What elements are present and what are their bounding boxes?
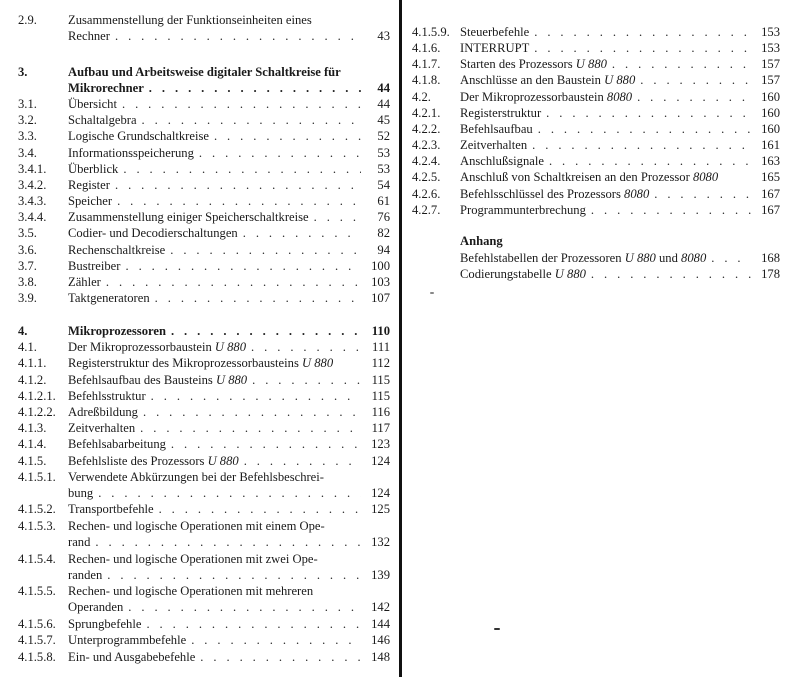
dot-leader: [115, 177, 361, 193]
section-title: Ein- und Ausgabebefehle: [68, 650, 196, 664]
dot-leader: [591, 202, 751, 218]
section-title: rand: [68, 535, 91, 550]
toc-entry: [0, 258, 390, 274]
section-title: Rechen- und logische Operationen mit mehreren: [68, 584, 314, 598]
section-title: Speicher: [68, 194, 113, 208]
section-title: Befehlstabellen der Prozessoren U 880 und 8080: [460, 251, 707, 265]
toc-entry: [0, 177, 390, 193]
dot-leader: [654, 186, 751, 202]
section-title: INTERRUPT: [460, 41, 530, 55]
section-number: 3.4.3.: [18, 194, 47, 208]
section-number: 4.1.5.3.: [18, 519, 56, 533]
toc-entry: [0, 583, 390, 616]
page-number: 142: [371, 600, 390, 615]
dot-leader: [128, 599, 361, 615]
section-number: 4.: [18, 324, 28, 338]
section-title: Anschlüsse an den Baustein U 880: [460, 73, 636, 87]
page-number: 52: [377, 129, 390, 143]
section-number: 4.2.1.: [412, 106, 441, 120]
section-title: Taktgeneratoren: [68, 291, 150, 305]
toc-entry: [408, 105, 780, 121]
section-number: 4.2.4.: [412, 154, 441, 168]
toc-entry: [408, 89, 780, 105]
toc-entry: [408, 40, 780, 56]
section-number: 4.1.5.2.: [18, 502, 56, 516]
dot-leader: [532, 137, 751, 153]
page-number: 44: [377, 81, 390, 96]
dot-leader: [107, 567, 361, 583]
toc-entry: [0, 372, 390, 388]
section-title: Befehlsabarbeitung: [68, 437, 166, 451]
section-number: 3.: [18, 65, 28, 79]
dot-leader: [538, 121, 751, 137]
toc-entry: [408, 24, 780, 40]
dot-leader: [549, 153, 751, 169]
dot-leader: [534, 24, 751, 40]
page-gutter-divider: [399, 0, 402, 677]
section-title: Informationsspeicherung: [68, 146, 194, 160]
dot-leader: [155, 290, 361, 306]
dot-leader: [243, 225, 361, 241]
dot-leader: [546, 105, 751, 121]
section-title: Adreßbildung: [68, 405, 138, 419]
section-number: 3.6.: [18, 243, 37, 257]
page-number: 94: [377, 243, 390, 257]
section-title: Registerstruktur: [460, 106, 542, 120]
toc-entry: [0, 128, 390, 144]
dot-leader: [106, 274, 361, 290]
toc-entry: [0, 209, 390, 225]
section-number: 4.1.8.: [412, 73, 441, 87]
page-number: 112: [371, 356, 390, 370]
section-title: Befehlsschlüssel des Prozessors 8080: [460, 187, 650, 201]
dot-leader: [251, 339, 361, 355]
section-title: Operanden: [68, 600, 124, 615]
page-number: 107: [371, 291, 390, 305]
page-number: 165: [761, 170, 780, 184]
toc-entry: [0, 112, 390, 128]
toc-entry: [0, 225, 390, 241]
dot-leader: [140, 420, 361, 436]
toc-entry: [0, 388, 390, 404]
section-number: 3.2.: [18, 113, 37, 127]
section-number: 4.1.5.5.: [18, 584, 56, 598]
dot-leader: [191, 632, 361, 648]
scan-speck: [494, 628, 500, 630]
page-number: 115: [371, 389, 390, 403]
dot-leader: [122, 96, 361, 112]
toc-entry: [408, 137, 780, 153]
section-title: Der Mikroprozessorbaustein U 880: [68, 340, 247, 354]
section-number: 4.1.4.: [18, 437, 47, 451]
section-title: Sprungbefehle: [68, 617, 142, 631]
section-title: Registerstruktur des Mikroprozessorbausteins U 880: [68, 356, 334, 370]
section-title: Rechenschaltkreise: [68, 243, 166, 257]
page-number: 124: [371, 486, 390, 501]
section-number: 4.1.2.1.: [18, 389, 56, 403]
page-number: 139: [371, 568, 390, 583]
page-number: 115: [371, 373, 390, 387]
section-number: 4.2.2.: [412, 122, 441, 136]
section-number: 4.1.5.4.: [18, 552, 56, 566]
section-title: Mikroprozessoren: [68, 324, 166, 338]
section-title: Schaltalgebra: [68, 113, 137, 127]
dot-leader: [252, 372, 361, 388]
dot-leader: [612, 56, 751, 72]
section-number: 2.9.: [18, 13, 37, 27]
toc-entry: [0, 145, 390, 161]
section-number: 3.4.: [18, 146, 37, 160]
section-title: Verwendete Abkürzungen bei der Befehlsbeschrei-: [68, 470, 324, 484]
toc-entry: [408, 250, 780, 266]
dot-leader: [159, 501, 361, 517]
dot-leader: [142, 112, 361, 128]
page-number: 167: [761, 203, 780, 217]
section-title: Register: [68, 178, 110, 192]
section-title: Zähler: [68, 275, 101, 289]
toc-entry: [0, 193, 390, 209]
dot-leader: [123, 161, 361, 177]
toc-entry: [0, 96, 390, 112]
page-number: 76: [377, 210, 390, 224]
section-number: 4.2.7.: [412, 203, 441, 217]
section-number: 4.2.5.: [412, 170, 441, 184]
page-number: 61: [377, 194, 390, 208]
dot-leader: [98, 485, 361, 501]
toc-entry: [408, 186, 780, 202]
page-number: 53: [377, 146, 390, 160]
page-number: 124: [371, 454, 390, 468]
page-number: 116: [371, 405, 390, 419]
toc-entry: [0, 420, 390, 436]
page-number: 148: [371, 650, 390, 664]
toc-entry: [0, 501, 390, 517]
dot-leader: [214, 128, 361, 144]
section-number: 3.7.: [18, 259, 37, 273]
toc-entry: [0, 323, 390, 339]
page-number: 125: [371, 502, 390, 516]
section-title: Zeitverhalten: [460, 138, 528, 152]
dot-leader: [95, 534, 361, 550]
section-title: Befehlsaufbau: [460, 122, 533, 136]
page-number: 117: [371, 421, 390, 435]
page-number: 153: [761, 25, 780, 39]
section-title: Codier- und Decodierschaltungen: [68, 226, 238, 240]
page-number: 153: [761, 41, 780, 55]
section-number: 4.1.5.: [18, 454, 47, 468]
toc-entry: [0, 632, 390, 648]
section-title: Anschluß von Schaltkreisen an den Prozessor 8080: [460, 170, 719, 184]
dot-leader: [143, 404, 361, 420]
toc-entry: [408, 153, 780, 169]
section-title: Starten des Prozessors U 880: [460, 57, 607, 71]
toc-entry: [0, 453, 390, 469]
section-number: 4.1.1.: [18, 356, 47, 370]
section-number: 4.1.5.8.: [18, 650, 56, 664]
section-title: Überblick: [68, 162, 119, 176]
section-number: 3.4.1.: [18, 162, 47, 176]
dot-leader: [146, 616, 361, 632]
toc-entry: [0, 616, 390, 632]
dot-leader: [149, 80, 361, 96]
page-number: 167: [761, 187, 780, 201]
page-number: 82: [377, 226, 390, 240]
toc-entry: [0, 242, 390, 258]
dot-leader: [170, 242, 361, 258]
section-title: Befehlsliste des Prozessors U 880: [68, 454, 239, 468]
page-number: 178: [761, 267, 780, 281]
scan-speck: [430, 292, 434, 294]
toc-entry: [408, 202, 780, 218]
section-number: 4.2.3.: [412, 138, 441, 152]
page-number: 160: [761, 122, 780, 136]
page-number: 100: [371, 259, 390, 273]
page-number: 163: [761, 154, 780, 168]
toc-entry: [0, 274, 390, 290]
dot-leader: [117, 193, 361, 209]
section-title: Transportbefehle: [68, 502, 154, 516]
page-number: 146: [371, 633, 390, 647]
dot-leader: [591, 266, 751, 282]
section-title: Mikrorechner: [68, 81, 144, 96]
section-number: 4.1.5.7.: [18, 633, 56, 647]
section-title: Befehlsstruktur: [68, 389, 146, 403]
toc-entry: [408, 169, 780, 185]
toc-entry: [0, 161, 390, 177]
toc-entry: [0, 518, 390, 551]
page-number: 43: [377, 29, 390, 44]
section-title: Steuerbefehle: [460, 25, 530, 39]
section-number: 4.2.: [412, 90, 431, 104]
section-title: Programmunterbrechung: [460, 203, 586, 217]
dot-leader: [151, 388, 361, 404]
page-number: 44: [377, 97, 390, 111]
section-title: Anschlußsignale: [460, 154, 544, 168]
section-title: Unterprogrammbefehle: [68, 633, 187, 647]
section-title: Der Mikroprozessorbaustein 8080: [460, 90, 633, 104]
section-title: bung: [68, 486, 94, 501]
section-number: 4.1.5.1.: [18, 470, 56, 484]
section-title: Übersicht: [68, 97, 117, 111]
section-number: 3.1.: [18, 97, 37, 111]
dot-leader: [244, 453, 361, 469]
section-number: 3.4.2.: [18, 178, 47, 192]
toc-entry: [0, 436, 390, 452]
section-number: 4.1.5.6.: [18, 617, 56, 631]
dot-leader: [171, 323, 361, 339]
section-number: 4.1.: [18, 340, 37, 354]
page-number: 157: [761, 73, 780, 87]
toc-entry: [0, 404, 390, 420]
toc-entry: [408, 266, 780, 282]
section-number: 4.1.5.9.: [412, 25, 450, 39]
dot-leader: [200, 649, 361, 665]
section-number: 4.2.6.: [412, 187, 441, 201]
dot-leader: [199, 145, 361, 161]
page-number: 157: [761, 57, 780, 71]
toc-entry: [0, 551, 390, 584]
page-number: 103: [371, 275, 390, 289]
section-title: Zusammenstellung einiger Speicherschaltkreise: [68, 210, 309, 224]
page-number: 123: [371, 437, 390, 451]
page-number: 110: [371, 324, 390, 338]
dot-leader: [534, 40, 751, 56]
section-title: Befehlsaufbau des Bausteins U 880: [68, 373, 248, 387]
page-number: 160: [761, 90, 780, 104]
dot-leader: [711, 250, 751, 266]
section-title: Aufbau und Arbeitsweise digitaler Schaltkreise für: [68, 65, 341, 79]
section-number: 3.9.: [18, 291, 37, 305]
section-title: Bustreiber: [68, 259, 121, 273]
toc-entry: [0, 649, 390, 665]
dot-leader: [115, 28, 361, 44]
page-number: 161: [761, 138, 780, 152]
dot-leader: [125, 258, 361, 274]
section-number: 4.1.6.: [412, 41, 441, 55]
section-title: Rechen- und logische Operationen mit zwei Ope-: [68, 552, 318, 566]
page-number: 111: [372, 340, 390, 354]
toc-entry: [0, 355, 390, 371]
section-title: Rechner: [68, 29, 110, 44]
toc-entry: [408, 56, 780, 72]
toc-entry: [0, 64, 390, 97]
page-number: 168: [761, 251, 780, 265]
section-title: Codierungstabelle U 880: [460, 267, 586, 281]
page-number: 160: [761, 106, 780, 120]
section-title: Rechen- und logische Operationen mit einem Ope-: [68, 519, 325, 533]
dot-leader: [171, 436, 361, 452]
appendix-heading: Anhang: [460, 234, 503, 248]
section-number: 4.1.2.: [18, 373, 47, 387]
section-number: 3.8.: [18, 275, 37, 289]
dot-leader: [637, 89, 751, 105]
section-title: Zeitverhalten: [68, 421, 136, 435]
toc-entry: [0, 290, 390, 306]
section-number: 3.4.4.: [18, 210, 47, 224]
page-number: 132: [371, 535, 390, 550]
section-title: randen: [68, 568, 103, 583]
page-number: 144: [371, 617, 390, 631]
section-title: Logische Grundschaltkreise: [68, 129, 209, 143]
page-number: 54: [377, 178, 390, 192]
toc-entry: [0, 469, 390, 502]
dot-leader: [314, 209, 361, 225]
section-number: 3.3.: [18, 129, 37, 143]
dot-leader: [640, 72, 751, 88]
page-number: 53: [377, 162, 390, 176]
toc-entry: [408, 72, 780, 88]
section-number: 4.1.7.: [412, 57, 441, 71]
section-number: 4.1.3.: [18, 421, 47, 435]
section-number: 4.1.2.2.: [18, 405, 56, 419]
section-number: 3.5.: [18, 226, 37, 240]
page-number: 45: [377, 113, 390, 127]
toc-entry: [408, 121, 780, 137]
toc-entry: [0, 12, 390, 45]
toc-entry: [0, 339, 390, 355]
section-title: Zusammenstellung der Funktionseinheiten eines: [68, 13, 312, 27]
